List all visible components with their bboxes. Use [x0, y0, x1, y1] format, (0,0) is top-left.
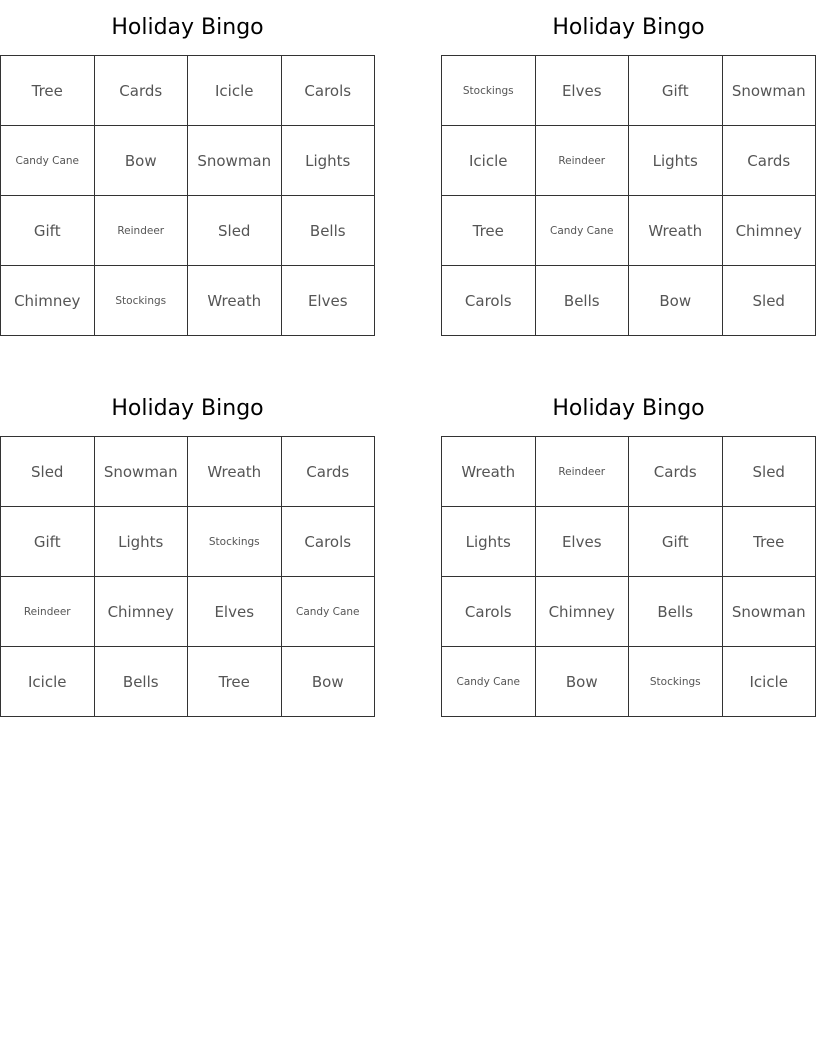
bingo-cell: Sled — [723, 437, 816, 507]
bingo-cell: Carols — [282, 507, 376, 577]
bingo-cell: Bow — [282, 647, 376, 717]
bingo-cell: Candy Cane — [282, 577, 376, 647]
bingo-cell: Reindeer — [95, 196, 189, 266]
bingo-cell: Elves — [536, 56, 630, 126]
bingo-grid — [441, 55, 816, 336]
bingo-cell: Cards — [95, 56, 189, 126]
bingo-cell: Tree — [723, 507, 816, 577]
card-title: Holiday Bingo — [552, 396, 705, 421]
bingo-cell: Chimney — [536, 577, 630, 647]
bingo-cell: Lights — [629, 126, 723, 196]
bingo-cell: Bells — [629, 577, 723, 647]
bingo-cell: Chimney — [723, 196, 816, 266]
bingo-cell: Sled — [1, 437, 95, 507]
bingo-cell: Bells — [282, 196, 376, 266]
bingo-cell: Lights — [442, 507, 536, 577]
bingo-cell: Bells — [95, 647, 189, 717]
bingo-cell: Tree — [442, 196, 536, 266]
bingo-cell: Candy Cane — [1, 126, 95, 196]
bingo-cell: Wreath — [442, 437, 536, 507]
bingo-cell: Snowman — [723, 56, 816, 126]
bingo-cell: Tree — [1, 56, 95, 126]
bingo-cell: Cards — [723, 126, 816, 196]
bingo-cell: Cards — [629, 437, 723, 507]
card-title: Holiday Bingo — [111, 15, 264, 40]
bingo-grid — [441, 436, 816, 717]
bingo-cell: Stockings — [95, 266, 189, 336]
bingo-cell: Wreath — [188, 437, 282, 507]
bingo-cell: Tree — [188, 647, 282, 717]
bingo-cell: Snowman — [723, 577, 816, 647]
bingo-cell: Bow — [536, 647, 630, 717]
bingo-cell: Snowman — [95, 437, 189, 507]
bingo-cell: Stockings — [442, 56, 536, 126]
bingo-cell: Reindeer — [1, 577, 95, 647]
bingo-cell: Elves — [282, 266, 376, 336]
bingo-card-2 — [441, 0, 816, 336]
bingo-cell: Icicle — [723, 647, 816, 717]
bingo-cell: Gift — [1, 196, 95, 266]
bingo-cell: Sled — [723, 266, 816, 336]
bingo-cell: Elves — [188, 577, 282, 647]
bingo-cell: Candy Cane — [442, 647, 536, 717]
bingo-cell: Chimney — [95, 577, 189, 647]
bingo-cell: Candy Cane — [536, 196, 630, 266]
card-title: Holiday Bingo — [111, 396, 264, 421]
bingo-grid — [0, 55, 375, 336]
bingo-cell: Snowman — [188, 126, 282, 196]
bingo-cell: Chimney — [1, 266, 95, 336]
bingo-card-4 — [441, 381, 816, 717]
card-title: Holiday Bingo — [552, 15, 705, 40]
bingo-cell: Bow — [95, 126, 189, 196]
bingo-cell: Gift — [1, 507, 95, 577]
bingo-cell: Carols — [442, 577, 536, 647]
bingo-cell: Carols — [282, 56, 376, 126]
bingo-cell: Cards — [282, 437, 376, 507]
bingo-cell: Lights — [282, 126, 376, 196]
bingo-card-1 — [0, 0, 375, 336]
bingo-cell: Gift — [629, 507, 723, 577]
bingo-cell: Icicle — [188, 56, 282, 126]
bingo-cell: Icicle — [442, 126, 536, 196]
bingo-cell: Reindeer — [536, 437, 630, 507]
bingo-cell: Elves — [536, 507, 630, 577]
bingo-cell: Carols — [442, 266, 536, 336]
bingo-cell: Bow — [629, 266, 723, 336]
bingo-cell: Gift — [629, 56, 723, 126]
bingo-cell: Wreath — [188, 266, 282, 336]
bingo-cell: Sled — [188, 196, 282, 266]
bingo-cell: Reindeer — [536, 126, 630, 196]
bingo-cell: Lights — [95, 507, 189, 577]
bingo-cell: Bells — [536, 266, 630, 336]
bingo-cell: Stockings — [188, 507, 282, 577]
bingo-grid — [0, 436, 375, 717]
bingo-card-3 — [0, 381, 375, 717]
bingo-cell: Stockings — [629, 647, 723, 717]
bingo-cell: Icicle — [1, 647, 95, 717]
bingo-cell: Wreath — [629, 196, 723, 266]
